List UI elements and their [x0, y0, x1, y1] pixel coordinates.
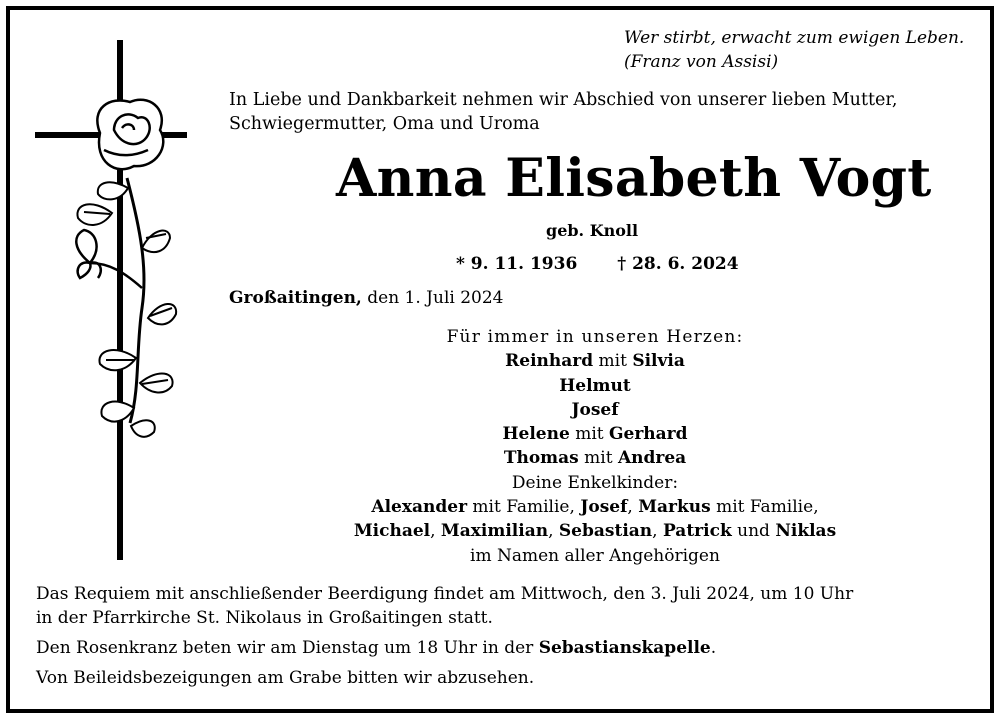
rosary-info: Den Rosenkranz beten wir am Dienstag um 18 Uhr in der Sebastianskapelle.	[36, 638, 717, 658]
grandchildren-line: Michael, Maximilian, Sebastian, Patrick und Niklas	[353, 521, 837, 542]
condolence-note: Von Beileidsbezeigungen am Grabe bitten wir abzusehen.	[36, 668, 535, 688]
mourner-line: Helmut	[559, 375, 631, 396]
intro-line: Schwiegermutter, Oma und Uroma	[229, 114, 540, 134]
life-dates	[456, 254, 739, 274]
mourner-line: Josef	[571, 399, 619, 420]
requiem-info	[36, 582, 853, 630]
death-date: † 28. 6. 2024	[617, 254, 739, 274]
intro-line: In Liebe und Dankbarkeit nehmen wir Abschied von unserer lieben Mutter,	[229, 90, 898, 110]
mourner-line: Reinhard mit Silvia	[505, 351, 685, 372]
grandchildren-line: Alexander mit Familie, Josef, Markus mit Familie,	[371, 497, 819, 518]
cross-with-rose-icon	[30, 38, 200, 563]
mourners-heading: Für immer in unseren Herzen:	[446, 327, 744, 347]
grandchildren-heading: Deine Enkelkinder:	[511, 472, 679, 493]
birth-date: * 9. 11. 1936	[456, 254, 578, 274]
place: Großaitingen,	[229, 288, 362, 308]
chapel-name: Sebastianskapelle	[538, 638, 711, 658]
birth-name: geb. Knoll	[546, 221, 639, 240]
mourner-line: Helene mit Gerhard	[502, 424, 688, 445]
mourners-closing: im Namen aller Angehörigen	[470, 545, 720, 566]
requiem-line: in der Pfarrkirche St. Nikolaus in Großaitingen statt.	[36, 608, 493, 628]
place-and-date	[229, 288, 504, 308]
bible-quote	[624, 26, 964, 74]
quote-attribution: (Franz von Assisi)	[624, 52, 779, 72]
date: den 1. Juli 2024	[361, 288, 504, 308]
mourner-line: Thomas mit Andrea	[503, 448, 687, 469]
intro-text	[229, 88, 897, 136]
deceased-name: Anna Elisabeth Vogt	[336, 148, 932, 209]
mourners-list	[300, 325, 890, 568]
quote-line: Wer stirbt, erwacht zum ewigen Leben.	[624, 28, 965, 48]
requiem-line: Das Requiem mit anschließender Beerdigung findet am Mittwoch, den 3. Juli 2024, um 10 Uhr	[36, 584, 854, 604]
